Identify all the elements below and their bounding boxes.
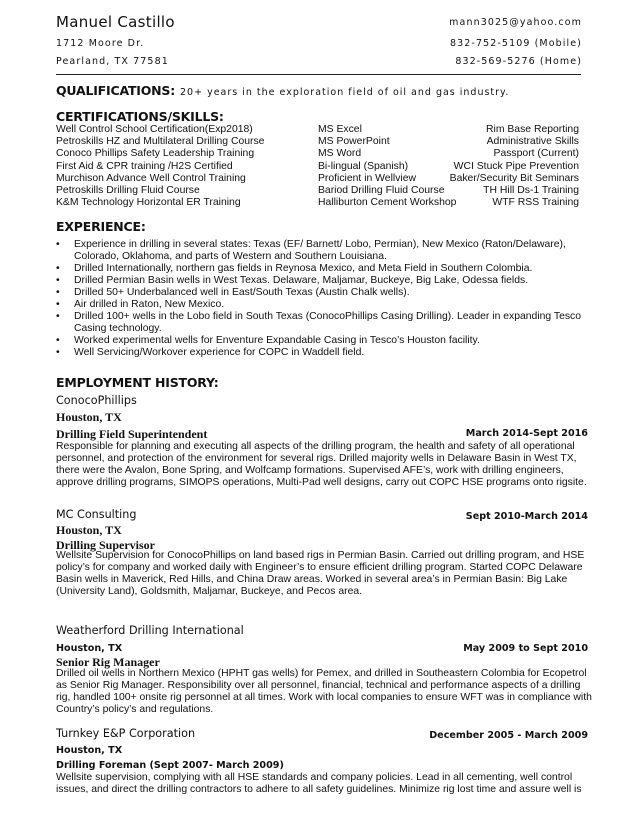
- certification-row: [56, 136, 581, 148]
- certification-item: K&M Technology Horizontal ER Training: [56, 197, 241, 209]
- experience-item: [56, 263, 586, 275]
- experience-text: Drilled 100+ wells in the Lobo field in South Texas (ConocoPhillips Casing Drilling). Leader in expanding Tesco Casing technology.: [74, 311, 582, 334]
- job-description: Drilled oil wells in Northern Mexico (HPHT gas wells) for Pemex, and drilled in Southeastern Colombia for Ecopetrol as Senior Rig Manager. Responsibility over all personnel, financial, technical and performance aspects of a drilling rig, handled 100+ onsite rig personnel at all times. Work with local companies to ensure WFT was in compliance with Country’s policy’s and regulations.: [56, 668, 592, 715]
- certification-row: [56, 197, 581, 209]
- experience-text: Experience in drilling in several states: Texas (EF/ Barnett/ Lobo, Permian), New Mexico (Raton/Delaware), Colorado, Oklahoma, and parts of Western and Southern Louisiana.: [74, 239, 566, 262]
- bullet-icon: •: [56, 287, 60, 298]
- header-divider: [56, 74, 581, 75]
- bullet-icon: •: [56, 347, 60, 358]
- certification-item: Conoco Phillips Safety Leadership Training: [56, 148, 255, 160]
- street-address: 1712 Moore Dr.: [56, 38, 145, 49]
- certification-item: MS Excel: [318, 124, 362, 135]
- certification-row: [56, 148, 581, 160]
- experience-item: [56, 239, 586, 263]
- certification-item: TH Hill Ds-1 Training: [483, 185, 579, 196]
- job-dates: March 2014-Sept 2016: [465, 428, 588, 439]
- certification-item: WCI Stuck Pipe Prevention: [453, 160, 579, 172]
- certification-item: Bariod Drilling Fluid Course: [318, 185, 445, 196]
- experience-text: Drilled Permian Basin wells in West Texas. Delaware, Maljamar, Buckeye, Big Lake, Odessa fields.: [74, 275, 529, 286]
- certification-item: Petroskills HZ and Multilateral Drilling Course: [56, 136, 265, 148]
- job-title: Drilling Supervisor: [56, 538, 156, 552]
- job-title: Drilling Field Superintendent: [56, 427, 208, 441]
- job-location: Houston, TX: [56, 643, 123, 654]
- job-dates: December 2005 - March 2009: [429, 730, 588, 741]
- bullet-icon: •: [56, 275, 60, 286]
- experience-item: [56, 335, 586, 347]
- certification-item: Rim Base Reporting: [486, 124, 579, 135]
- experience-text: Worked experimental wells for Enventure Expandable Casing in Tesco’s Houston facility.: [74, 335, 480, 346]
- experience-item: [56, 311, 586, 335]
- bullet-icon: •: [56, 239, 60, 250]
- job-dates: May 2009 to Sept 2010: [463, 643, 588, 654]
- certification-item: WTF RSS Training: [492, 197, 579, 209]
- experience-heading: EXPERIENCE:: [56, 219, 146, 234]
- experience-item: [56, 275, 586, 287]
- experience-text: Drilled Internationally, northern gas fields in Reynosa Mexico, and Meta Field in Southern Colombia.: [74, 263, 533, 274]
- certification-row: [56, 185, 581, 197]
- mobile-phone: 832-752-5109 (Mobile): [450, 38, 582, 49]
- job-location: Houston, TX: [56, 745, 123, 756]
- job-company: MC Consulting: [56, 508, 137, 521]
- certification-item: MS PowerPoint: [318, 136, 390, 148]
- applicant-name: Manuel Castillo: [56, 13, 175, 31]
- qualifications-text: 20+ years in the exploration field of oil and gas industry.: [180, 87, 510, 98]
- job-title: Drilling Foreman (Sept 2007- March 2009): [56, 760, 284, 771]
- bullet-icon: •: [56, 263, 60, 274]
- bullet-icon: •: [56, 299, 60, 310]
- experience-list: [56, 239, 586, 359]
- experience-text: Air drilled in Raton, New Mexico.: [74, 299, 225, 310]
- job-description: Wellsite Supervision for ConocoPhillips on land based rigs in Permian Basin. Carried out drilling program, and HSE policy’s for company and worked daily with Engineer’s to ensure efficient drilling program. Started COPC Delaware Basin wells in Maverick, Red Hills, and China Draw areas. Worked in several area’s in Permian Basin: Big Lake (University Land), Goldsmith, Maljamar, Buckeye, and Pecos area.: [56, 550, 585, 597]
- job-location: Houston, TX: [56, 523, 122, 537]
- certification-item: Bi-lingual (Spanish): [318, 160, 409, 172]
- experience-item: [56, 347, 586, 359]
- experience-text: Well Servicing/Workover experience for COPC in Waddell field.: [74, 347, 365, 358]
- certification-item: Well Control School Certification(Exp2018): [56, 124, 253, 135]
- job-company: Weatherford Drilling International: [56, 624, 244, 637]
- job-company: ConocoPhillips: [56, 394, 137, 407]
- city-address: Pearland, TX 77581: [56, 56, 169, 67]
- certification-item: First Aid & CPR training /H2S Certified: [56, 160, 233, 172]
- certification-item: MS Word: [318, 148, 362, 160]
- home-phone: 832-569-5276 (Home): [455, 56, 582, 67]
- job-description: Wellsite supervision, complying with all HSE standards and company policies. Lead in all cementing, well control issues, and direct the drilling contractors to adhere to all safety guidelines. Minimize rig lost time and assure well is: [56, 772, 582, 795]
- job-location: Houston, TX: [56, 410, 122, 424]
- certification-row: [56, 161, 581, 173]
- certification-item: Murchison Advance Well Control Training: [56, 172, 246, 184]
- job-company: Turnkey E&P Corporation: [56, 727, 196, 740]
- certification-row: [56, 173, 581, 185]
- employment-heading: EMPLOYMENT HISTORY:: [56, 375, 219, 390]
- certification-item: Administrative Skills: [486, 136, 579, 148]
- bullet-icon: •: [56, 335, 60, 346]
- job-title: Senior Rig Manager: [56, 655, 160, 669]
- job-description: Responsible for planning and executing all aspects of the drilling program, the health and safety of all operational personnel, and protection of the environment for several rigs. Drilled majority wells in Delaware Basin in West TX, there were the Avalon, Bone Spring, and Wolfcamp formations. Supervised AFE’s, work with drilling engineers, approve drilling programs, SIMOPS operations, Multi-Pad well designs, carry out COPC HSE programs onto rigsite.: [56, 441, 587, 488]
- certification-item: Passport (Current): [493, 148, 579, 160]
- certifications-heading: CERTIFICATIONS/SKILLS:: [56, 109, 224, 124]
- job-dates: Sept 2010-March 2014: [465, 511, 588, 522]
- certification-item: Baker/Security Bit Seminars: [449, 172, 579, 184]
- certification-item: Proficient in Wellview: [318, 172, 416, 184]
- certification-item: Halliburton Cement Workshop: [318, 197, 457, 209]
- experience-item: [56, 299, 586, 311]
- certification-item: Petroskills Drilling Fluid Course: [56, 185, 200, 196]
- certification-row: [56, 124, 581, 136]
- qualifications-heading: QUALIFICATIONS:: [56, 83, 176, 98]
- email-address: mann3025@yahoo.com: [449, 17, 582, 28]
- bullet-icon: •: [56, 311, 60, 322]
- experience-text: Drilled 50+ Underbalanced well in East/South Texas (Austin Chalk wells).: [74, 287, 410, 298]
- experience-item: [56, 287, 586, 299]
